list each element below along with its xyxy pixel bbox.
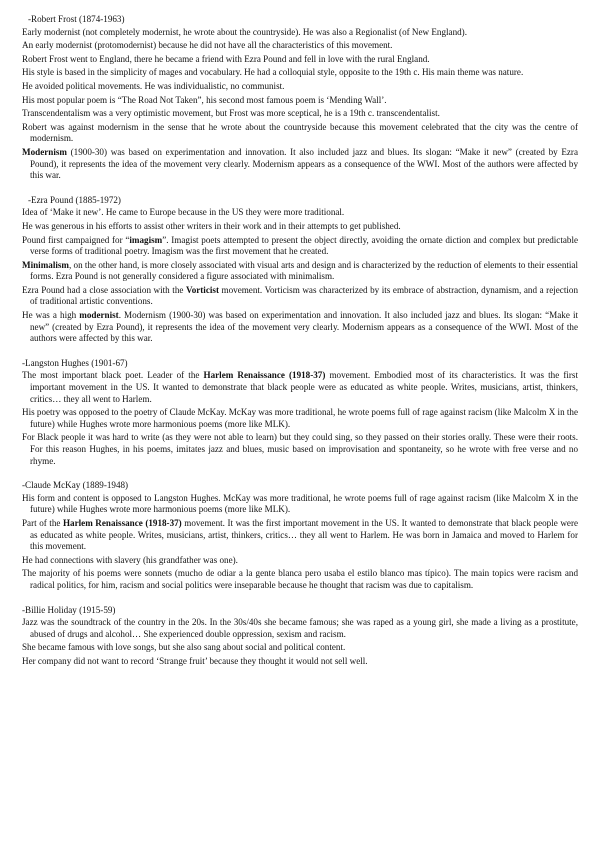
section-billie-holiday <box>22 605 578 668</box>
text-run: movement. Vorticism was characterized by its embrace of abstraction, dynamism, and a rejection of traditional artistic conventions. <box>30 284 578 307</box>
section-langston-hughes <box>22 358 578 467</box>
paragraph <box>22 81 578 93</box>
text-run: His poetry was opposed to the poetry of Claude McKay. McKay was more traditional, he wrote poems full of rage against racism (like Malcolm X in the future) while Hughes wrote more harmonious poems (more like MLK). <box>22 407 579 429</box>
text-run: His most popular poem is “The Road Not Taken”, his second most famous poem is ‘Mending Wall’. <box>22 94 387 105</box>
bold-term: Modernism <box>22 146 67 157</box>
section-ezra-pound <box>22 195 578 345</box>
bold-term: imagism <box>129 234 163 245</box>
paragraph <box>22 67 578 79</box>
paragraph <box>22 260 578 283</box>
paragraph <box>22 568 578 591</box>
text-run: Robert was against modernism in the sense that he wrote about the countryside because this movement celebrated that the city was the centre of modernism. <box>22 121 578 144</box>
paragraph <box>22 555 578 567</box>
text-run: Her company did not want to record ‘Strange fruit’ because they thought it would not sell well. <box>22 655 368 666</box>
paragraph <box>22 285 578 308</box>
section-title: -Ezra Pound (1885-1972) <box>28 194 121 205</box>
section-title: -Langston Hughes (1901-67) <box>22 357 128 368</box>
bold-term: Minimalism <box>22 259 69 270</box>
paragraph <box>22 95 578 107</box>
text-run: Transcendentalism was a very optimistic movement, but Frost was more sceptical, he is a 19th c. transcendentalist. <box>22 108 440 119</box>
paragraph <box>22 122 578 145</box>
text-run: He was a high <box>22 310 80 321</box>
section-title: -Robert Frost (1874-1963) <box>28 14 125 24</box>
paragraph <box>22 147 578 182</box>
bold-term: modernist <box>79 310 119 321</box>
paragraph <box>22 235 578 258</box>
paragraph <box>22 656 578 668</box>
paragraph <box>22 27 578 39</box>
text-run: Jazz was the soundtrack of the country in the 20s. In the 30s/40s she became famous; she was raped as a young girl, she made a living as a prostitute, abused of drugs and alcohol… She experienced double oppression, sexism and racism. <box>22 617 578 639</box>
bold-term: Vorticist <box>185 284 219 295</box>
paragraph <box>22 221 578 233</box>
text-run: Pound first campaigned for “ <box>22 234 130 245</box>
section-robert-frost <box>22 14 578 182</box>
paragraph <box>22 642 578 654</box>
paragraph <box>22 370 578 405</box>
paragraph <box>22 432 578 467</box>
section-title: -Claude McKay (1889-1948) <box>22 480 129 491</box>
paragraph <box>22 207 578 219</box>
section-claude-mckay <box>22 480 578 591</box>
paragraph <box>22 518 578 553</box>
section-title: -Billie Holiday (1915-59) <box>22 604 116 615</box>
text-run: Part of the <box>22 517 63 528</box>
text-run: She became famous with love songs, but she also sang about social and political content. <box>22 642 346 653</box>
text-run: movement. Embodied most of its characteristics. It was the first important movement in the US. It wanted to demonstrate that black people were as educated as white people. Writes, musicians, artist, thinkers, critics… they all went to Harlem. <box>30 370 578 404</box>
text-run: For Black people it was hard to write (as they were not able to learn) but they could sing, so they passed on their stories orally. These were their roots. For this reason Hughes, in his poems, imitates jazz and blues, music based on improvisation and spontaneity, so he wrote with free verse and no rhyme. <box>22 432 578 466</box>
paragraph <box>22 108 578 120</box>
text-run: He was generous in his efforts to assist other writers in their work and in their attempts to get published. <box>22 220 401 231</box>
paragraph <box>22 493 578 516</box>
paragraph <box>22 54 578 66</box>
text-run: , on the other hand, is more closely associated with visual arts and design and is characterized by the reduction of elements to their essential forms. Ezra Pound is not generally considered a figure associated with minimalism. <box>30 259 578 282</box>
text-run: . Modernism (1900-30) was based on experimentation and innovation. It also included jazz and blues. Its slogan: “Make it new” (created by Ezra Pound), it represents the idea of the movement very clearly. Modernism appears as a consequence of the WWI. Most of the authors were affected by this war. <box>30 310 579 344</box>
text-run: movement. It was the first important movement in the US. It wanted to demonstrate that black people were as educated as white people. Writes, musicians, artist, thinkers, critics… they all went to Harlem. He was born in Jamaica and moved to Harlem for this movement. <box>30 517 579 552</box>
text-run: ”. Imagist poets attempted to present the object directly, avoiding the ornate diction and complex but predictable verse forms of traditional poetry. Imagism was the first movement that he created. <box>30 234 579 257</box>
paragraph <box>22 40 578 52</box>
text-run: He avoided political movements. He was individualistic, no communist. <box>22 80 285 91</box>
bold-term: Harlem Renaissance (1918-37) <box>62 517 182 528</box>
text-run: His form and content is opposed to Langston Hughes. McKay was more traditional, he wrote poems full of rage against racism (like Malcolm X in the future) while Hughes wrote more harmonious poems (more like MLK). <box>22 492 578 515</box>
text-run: Ezra Pound had a close association with the <box>22 284 186 295</box>
text-run: The majority of his poems were sonnets (mucho de odiar a la gente blanca pero usaba el estilo blanco mas típico). The main topics were racism and radical politics, for him, racism and social politics were inseparable because he thought that racism was due to capitalism. <box>22 568 578 590</box>
text-run: (1900-30) was based on experimentation and innovation. It also included jazz and blues. Its slogan: “Make it new” (created by Ezra Pound), it represents the idea of the movement very clearly. Modernism appears as a consequence of the WWI. Most of the authors were affected by this war. <box>30 146 578 181</box>
paragraph <box>22 617 578 640</box>
paragraph <box>22 407 578 430</box>
text-run: Robert Frost went to England, there he became a friend with Ezra Pound and fell in love with the rural England. <box>22 53 430 64</box>
text-run: The most important black poet. Leader of the <box>22 370 204 381</box>
text-run: Early modernist (not completely modernist, he wrote about the countryside). He was also a Regionalist (of New England). <box>22 26 467 37</box>
paragraph <box>22 310 578 345</box>
text-run: He had connections with slavery (his grandfather was one). <box>22 554 238 565</box>
text-run: Idea of ‘Make it new’. He came to Europe because in the US they were more traditional. <box>22 207 345 218</box>
bold-term: Harlem Renaissance (1918-37) <box>203 370 326 381</box>
text-run: An early modernist (protomodernist) because he did not have all the characteristics of this movement. <box>22 40 393 51</box>
text-run: His style is based in the simplicity of mages and vocabulary. He had a colloquial style, opposite to the 19th c. His main theme was nature. <box>22 67 524 78</box>
